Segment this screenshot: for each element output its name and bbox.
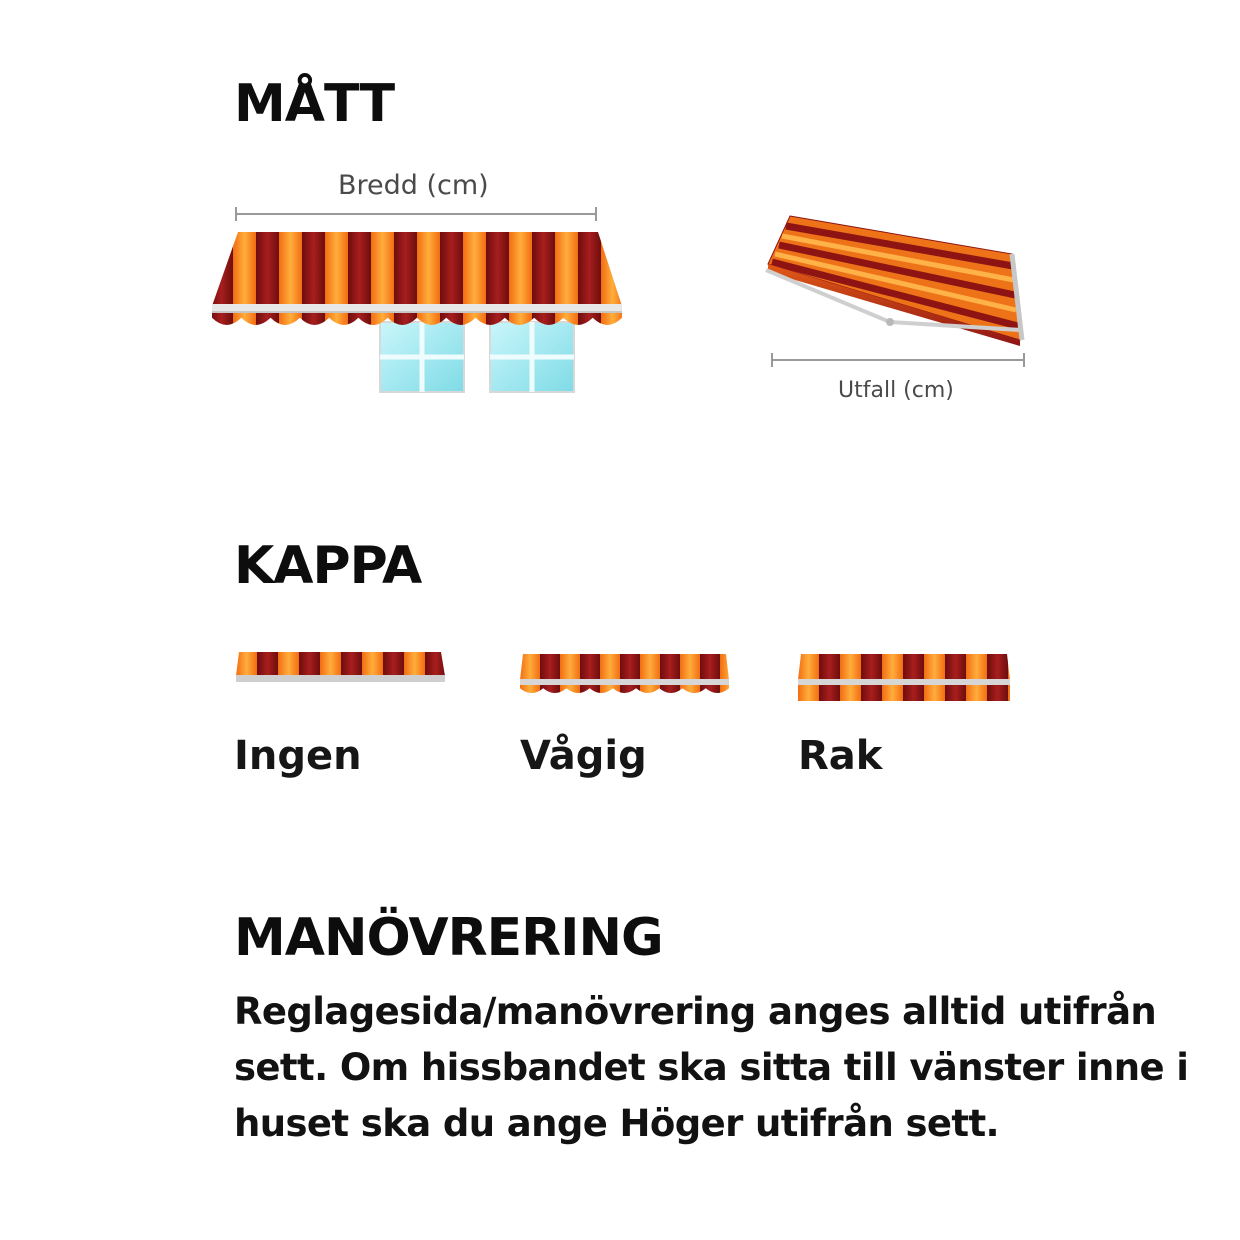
valance-option-wavy-illustration	[520, 654, 729, 693]
valance-option-wavy-label: Vågig	[520, 733, 647, 779]
width-dimension-line	[236, 207, 596, 221]
wavy-valance-edge	[520, 685, 729, 693]
valance-option-straight-illustration	[798, 654, 1010, 701]
valance-option-none-illustration	[236, 652, 445, 682]
window-left	[380, 322, 464, 392]
window-right	[490, 322, 574, 392]
section-title-kappa: KAPPA	[234, 536, 422, 596]
projection-dimension-line	[772, 353, 1024, 367]
width-dimension-label: Bredd (cm)	[338, 170, 489, 201]
operation-description: Reglagesida/manövrering anges alltid utifrån sett. Om hissbandet ska sitta till vänster inne i huset ska du ange Höger utifrån sett.	[234, 990, 1189, 1145]
section-title-operation: MANÖVRERING	[234, 908, 663, 968]
awning-front-valance	[212, 313, 622, 325]
projection-dimension-label: Utfall (cm)	[838, 378, 954, 403]
valance-option-straight-label: Rak	[798, 733, 883, 779]
awning-front	[212, 232, 622, 325]
section-title-matt: MÅTT	[234, 74, 395, 134]
awning-side	[766, 216, 1022, 346]
valance-option-none-label: Ingen	[234, 733, 362, 779]
